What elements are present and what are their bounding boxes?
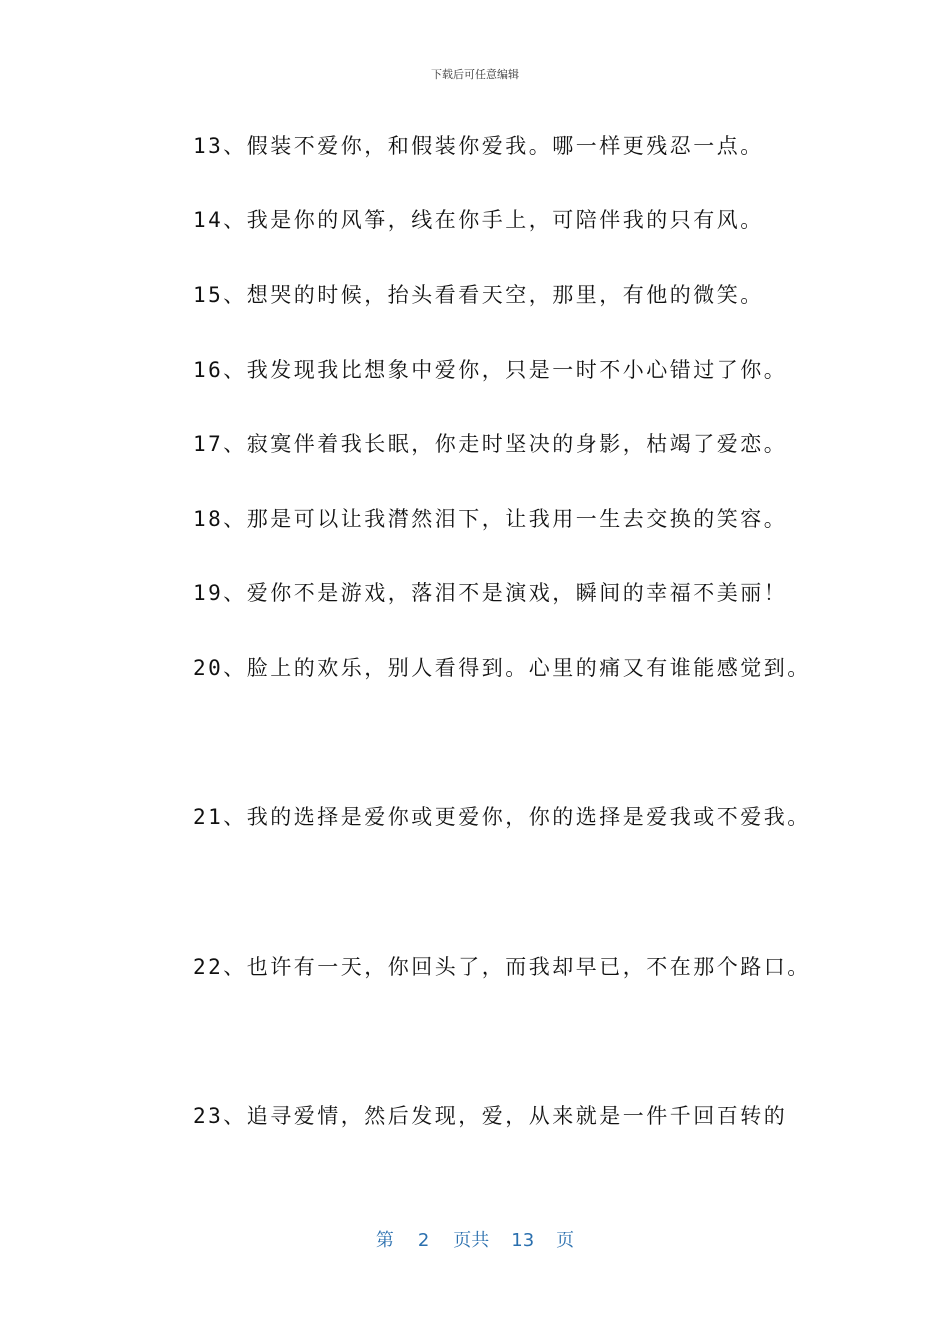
- footer-total-pages: 13: [511, 1230, 535, 1251]
- text-line-17: 17、寂寞伴着我长眠，你走时坚决的身影，枯竭了爱恋。: [193, 432, 788, 456]
- text-line-21: 21、我的选择是爱你或更爱你，你的选择是爱我或不爱我。: [193, 805, 811, 829]
- text-line-23: 23、追寻爱情，然后发现，爱，从来就是一件千回百转的: [193, 1104, 788, 1128]
- text-line-22: 22、也许有一天，你回头了，而我却早已，不在那个路口。: [193, 955, 811, 979]
- text-line-20: 20、脸上的欢乐，别人看得到。心里的痛又有谁能感觉到。: [193, 656, 811, 680]
- document-header-note: 下载后可任意编辑: [431, 68, 519, 81]
- text-line-19: 19、爱你不是游戏，落泪不是演戏，瞬间的幸福不美丽！: [193, 581, 788, 605]
- text-line-14: 14、我是你的风筝，线在你手上，可陪伴我的只有风。: [193, 208, 764, 232]
- text-line-16: 16、我发现我比想象中爱你，只是一时不小心错过了你。: [193, 358, 788, 382]
- footer-middle: 页共: [453, 1230, 490, 1251]
- text-line-18: 18、那是可以让我潸然泪下，让我用一生去交换的笑容。: [193, 507, 788, 531]
- footer-suffix: 页: [556, 1230, 575, 1251]
- footer-page-number: 2: [417, 1230, 430, 1251]
- text-line-15: 15、想哭的时候，抬头看看天空，那里，有他的微笑。: [193, 283, 764, 307]
- footer-prefix: 第: [375, 1230, 394, 1251]
- page-number-footer: [0, 1226, 950, 1252]
- text-line-13: 13、假装不爱你，和假装你爱我。哪一样更残忍一点。: [193, 134, 764, 158]
